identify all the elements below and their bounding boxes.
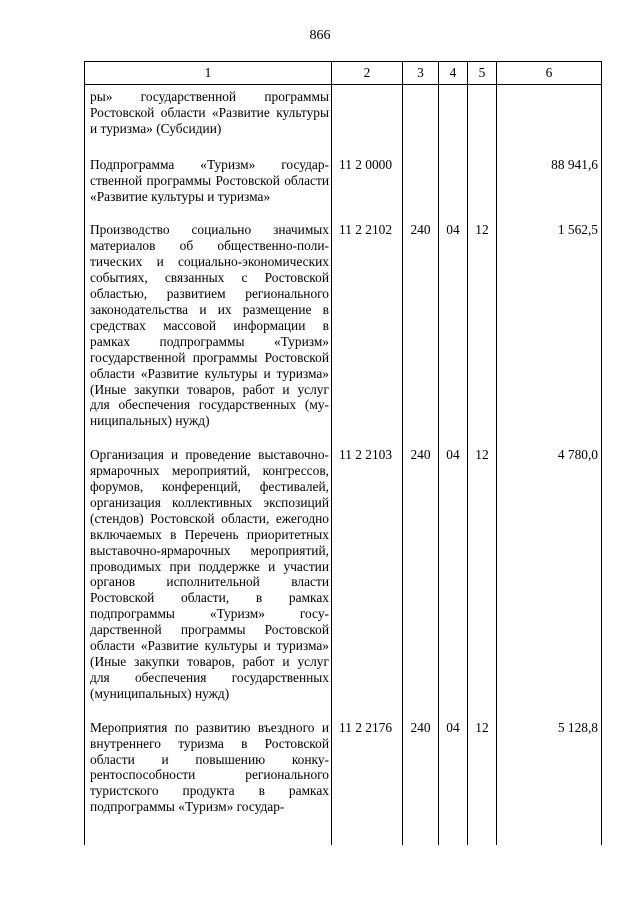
row-rz <box>439 85 468 153</box>
row-pr: 12 <box>468 716 497 845</box>
page-number: 866 <box>309 28 331 43</box>
row-rz: 04 <box>439 716 468 845</box>
row-pr: 12 <box>468 218 497 443</box>
row-name: Подпрограмма «Туризм» государственной программы Ростовской области «Развитие культуры и туризма» <box>85 153 332 219</box>
row-rz: 04 <box>439 218 468 443</box>
row-pr <box>468 153 497 219</box>
row-vr <box>403 153 439 219</box>
table-header-row <box>85 62 602 85</box>
row-code: 11 2 2103 <box>332 443 403 716</box>
column-header-name: 1 <box>85 62 332 85</box>
row-code: 11 2 2102 <box>332 218 403 443</box>
table-row <box>85 443 602 716</box>
column-header-pr: 5 <box>468 62 497 85</box>
row-vr: 240 <box>403 443 439 716</box>
table-row <box>85 716 602 845</box>
column-header-rz: 4 <box>439 62 468 85</box>
row-rz: 04 <box>439 443 468 716</box>
table-row <box>85 218 602 443</box>
row-sum: 5 128,8 <box>497 716 602 845</box>
table-row <box>85 153 602 219</box>
budget-table <box>84 61 602 845</box>
row-pr: 12 <box>468 443 497 716</box>
row-vr <box>403 85 439 153</box>
row-code: 11 2 2176 <box>332 716 403 845</box>
row-name: Производство социально значимых материалов об общественно-политических и социально-экономических событиях, связанных с Ростовской областью, развитием регионального законодательства и их размещение в средствах массовой информации в рамках подпрограммы «Туризм» государственной программы Ростовской области «Развитие культуры и туризма» (Иные закупки товаров, работ и услуг для обеспечения государственных (муниципальных) нужд) <box>85 218 332 443</box>
row-vr: 240 <box>403 218 439 443</box>
row-name: Организация и проведение выставочно-ярмарочных мероприятий, конгрессов, форумов, конференций, фестивалей, организация коллективных экспозиций (стендов) Ростовской области, ежегодно включаемых в Перечень приоритетных выставочно-ярмарочных мероприятий, проводимых при поддержке и участии органов исполнительной власти Ростовской области, в рамках подпрограммы «Туризм» государственной программы Ростовской области «Развитие культуры и туризма» (Иные закупки товаров, работ и услуг для обеспечения государственных (муниципальных) нужд) <box>85 443 332 716</box>
row-vr: 240 <box>403 716 439 845</box>
column-header-sum: 6 <box>497 62 602 85</box>
row-rz <box>439 153 468 219</box>
row-code: 11 2 0000 <box>332 153 403 219</box>
row-name: ры» государственной программы Ростовской области «Развитие культуры и туризма» (Субсидии) <box>85 85 332 153</box>
column-header-vr: 3 <box>403 62 439 85</box>
row-code <box>332 85 403 153</box>
table-row <box>85 85 602 153</box>
row-pr <box>468 85 497 153</box>
row-sum: 1 562,5 <box>497 218 602 443</box>
row-sum: 4 780,0 <box>497 443 602 716</box>
row-sum: 88 941,6 <box>497 153 602 219</box>
row-name: Мероприятия по развитию въездного и внутреннего туризма в Ростовской области и повышению конкурентоспособности регионального туристского продукта в рамках подпрограммы «Туризм» государ- <box>85 716 332 845</box>
row-sum <box>497 85 602 153</box>
column-header-code: 2 <box>332 62 403 85</box>
